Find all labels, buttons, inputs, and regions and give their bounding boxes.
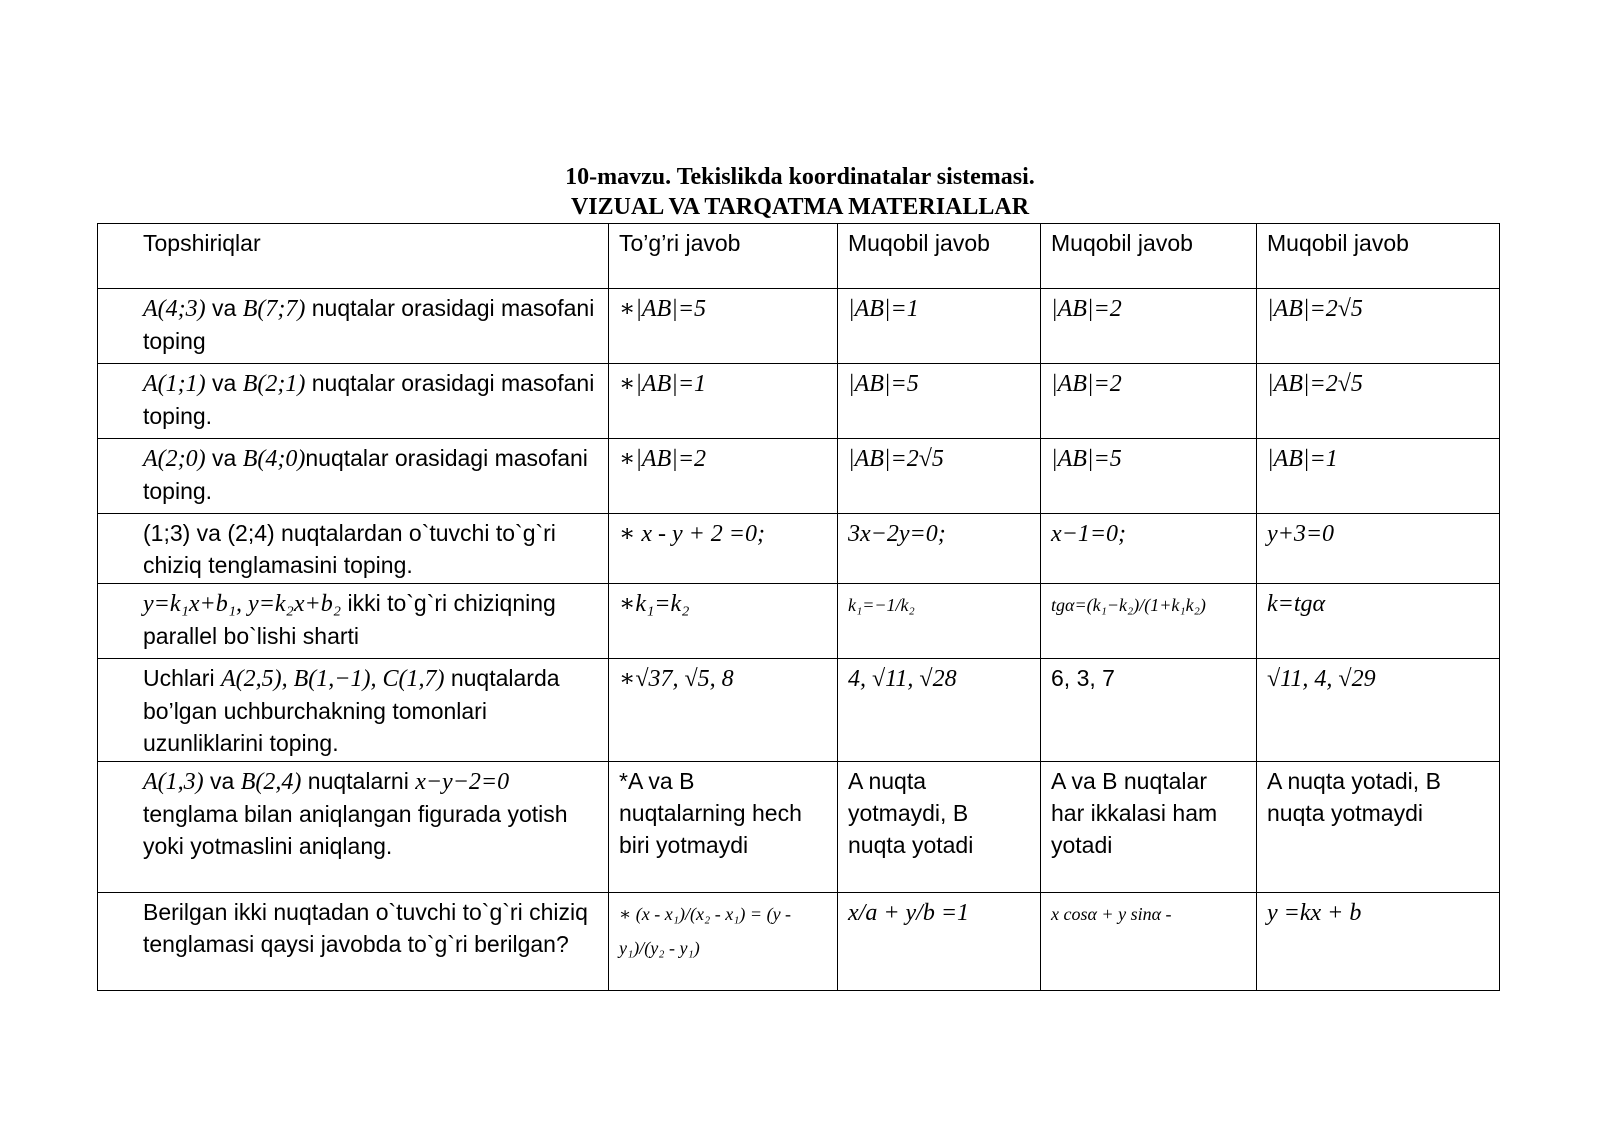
alternative-answer-cell: [1041, 364, 1257, 439]
math-expression: A(2;0): [143, 446, 206, 472]
math-expression: A(1;1): [143, 371, 206, 397]
alternative-answer-cell: [838, 439, 1041, 514]
answer-text: *A va B nuqtalarning hech biri yotmaydi: [619, 768, 802, 858]
task-cell: [98, 439, 609, 514]
task-cell: [98, 364, 609, 439]
answer-text: A nuqta yotmaydi, B nuqta yotadi: [848, 768, 974, 858]
answer-text: A nuqta yotadi, B nuqta yotmaydi: [1267, 768, 1441, 826]
answer-text: x/a + y/b =1: [848, 900, 970, 926]
answer-text: A va B nuqtalar har ikkalasi ham yotadi: [1051, 768, 1218, 858]
answer-text: ∗ x - y + 2 =0;: [619, 521, 765, 547]
answer-text: k₁=−1/k₂: [848, 595, 915, 615]
task-text: tenglama bilan aniqlangan figurada yotish yoki yotmaslini aniqlang.: [143, 801, 568, 859]
correct-answer-cell: [609, 762, 838, 893]
alternative-answer-cell: [1041, 762, 1257, 893]
answer-text: 3x−2y=0;: [848, 521, 946, 547]
table-row: [98, 439, 1500, 514]
task-text: nuqtalar orasidagi masofani toping.: [143, 445, 588, 504]
correct-answer-cell: [609, 289, 838, 364]
math-expression: B(2,4): [240, 769, 302, 795]
answer-text: |AB|=1: [1267, 446, 1338, 472]
math-expression: A(1,3): [143, 769, 204, 795]
task-cell: [98, 584, 609, 659]
alternative-answer-cell: [1257, 659, 1500, 762]
task-text: va: [203, 768, 241, 794]
task-cell: [98, 893, 609, 991]
alternative-answer-cell: [838, 584, 1041, 659]
table-row: [98, 584, 1500, 659]
answer-text: ∗k₁=k₂: [619, 591, 690, 617]
task-text: va: [205, 445, 243, 471]
math-expression: A(4;3): [143, 296, 206, 322]
task-text: Uchlari: [143, 665, 221, 691]
answer-text: |AB|=2: [1051, 296, 1122, 322]
answer-text: ∗|AB|=2: [619, 446, 707, 472]
alternative-answer-cell: [1041, 584, 1257, 659]
alternative-answer-cell: [1257, 289, 1500, 364]
alternative-answer-cell: [1041, 893, 1257, 991]
alternative-answer-cell: [1041, 289, 1257, 364]
header-alternative-answer: Muqobil javob: [1041, 224, 1257, 289]
header-tasks: Topshiriqlar: [98, 224, 609, 289]
task-text: ikki to`g`ri chiziqning parallel bo`lishi sharti: [143, 590, 556, 649]
task-cell: [98, 514, 609, 584]
alternative-answer-cell: [1041, 659, 1257, 762]
table-row: [98, 762, 1500, 893]
math-expression: A(2,5), B(1,−1), C(1,7): [220, 666, 445, 692]
answer-text: 6, 3, 7: [1051, 665, 1115, 691]
alternative-answer-cell: [838, 762, 1041, 893]
correct-answer-cell: [609, 364, 838, 439]
table-row: [98, 289, 1500, 364]
task-text: Berilgan ikki nuqtadan o`tuvchi to`g`ri chiziq tenglamasi qaysi javobda to`g`ri berilgan?: [143, 899, 588, 957]
alternative-answer-cell: [1041, 514, 1257, 584]
answer-text: |AB|=2: [1051, 371, 1122, 397]
answer-text: |AB|=2√5: [1267, 296, 1363, 322]
answer-text: y+3=0: [1267, 521, 1335, 547]
math-expression: B(4;0): [242, 446, 306, 472]
alternative-answer-cell: [838, 364, 1041, 439]
math-expression: y=k₁x+b₁, y=k₂x+b₂: [143, 591, 342, 617]
correct-answer-cell: [609, 439, 838, 514]
answer-text: |AB|=2√5: [1267, 371, 1363, 397]
task-text: nuqtalarni: [301, 768, 416, 794]
alternative-answer-cell: [1041, 439, 1257, 514]
answer-text: |AB|=5: [848, 371, 919, 397]
table-row: [98, 893, 1500, 991]
alternative-answer-cell: [1257, 893, 1500, 991]
answer-text: ∗ (x - x₁)/(x₂ - x₁) = (y - y₁)/(y₂ - y₁): [619, 904, 796, 958]
task-cell: [98, 659, 609, 762]
math-expression: x−y−2=0: [415, 769, 510, 795]
alternative-answer-cell: [1257, 762, 1500, 893]
answer-text: y =kx + b: [1267, 900, 1362, 926]
table-row: [98, 659, 1500, 762]
table-row: [98, 364, 1500, 439]
alternative-answer-cell: [838, 514, 1041, 584]
correct-answer-cell: [609, 893, 838, 991]
task-text: va: [205, 370, 243, 396]
task-text: nuqtalar orasidagi masofani toping: [143, 295, 595, 354]
answer-text: 4, √11, √28: [848, 666, 957, 692]
header-alternative-answer: Muqobil javob: [838, 224, 1041, 289]
task-cell: [98, 762, 609, 893]
header-alternative-answer: Muqobil javob: [1257, 224, 1500, 289]
table-row: [98, 514, 1500, 584]
alternative-answer-cell: [1257, 439, 1500, 514]
answer-text: ∗|AB|=1: [619, 371, 707, 397]
table-header-row: [98, 224, 1500, 289]
task-text: va: [205, 295, 243, 321]
alternative-answer-cell: [838, 893, 1041, 991]
alternative-answer-cell: [838, 659, 1041, 762]
math-expression: B(2;1): [242, 371, 306, 397]
answer-text: |AB|=1: [848, 296, 919, 322]
answer-text: tgα=(k₁−k₂)/(1+k₁k₂): [1051, 595, 1206, 615]
header-correct-answer: To’g’ri javob: [609, 224, 838, 289]
answer-text: x−1=0;: [1051, 521, 1127, 547]
tasks-table: [97, 223, 1500, 991]
answer-text: k=tgα: [1267, 591, 1326, 617]
alternative-answer-cell: [1257, 584, 1500, 659]
answer-text: ∗√37, √5, 8: [619, 666, 734, 692]
answer-text: x cosα + y sinα -: [1051, 904, 1172, 924]
answer-text: |AB|=2√5: [848, 446, 944, 472]
alternative-answer-cell: [1257, 514, 1500, 584]
correct-answer-cell: [609, 659, 838, 762]
answer-text: |AB|=5: [1051, 446, 1122, 472]
document-subtitle: VIZUAL VA TARQATMA MATERIALLAR: [570, 194, 1030, 220]
correct-answer-cell: [609, 514, 838, 584]
answer-text: √11, 4, √29: [1267, 666, 1376, 692]
task-text: nuqtalar orasidagi masofani toping.: [143, 370, 595, 429]
correct-answer-cell: [609, 584, 838, 659]
document-title: 10-mavzu. Tekislikda koordinatalar sistemasi.: [565, 164, 1035, 190]
math-expression: B(7;7): [242, 296, 306, 322]
alternative-answer-cell: [838, 289, 1041, 364]
task-cell: [98, 289, 609, 364]
task-text: (1;3) va (2;4) nuqtalardan o`tuvchi to`g`ri chiziq tenglamasini toping.: [143, 520, 556, 578]
alternative-answer-cell: [1257, 364, 1500, 439]
answer-text: ∗|AB|=5: [619, 296, 707, 322]
task-text: nuqtalarda bo’lgan uchburchakning tomonlari uzunliklarini toping.: [143, 665, 560, 756]
